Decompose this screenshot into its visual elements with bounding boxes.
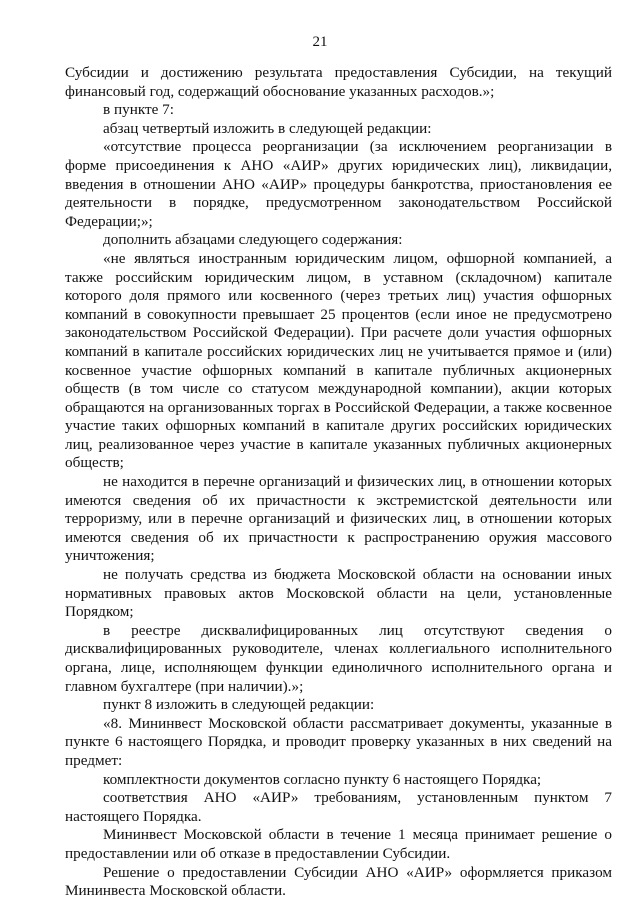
paragraph: комплектности документов согласно пункту 6 настоящего Порядка; <box>103 770 542 788</box>
page-number: 21 <box>312 34 328 50</box>
paragraph: не получать средства из бюджета Московской области на основании иных нормативных правовых актов Московской области на цели, установленные Порядком; <box>65 566 612 621</box>
paragraph: в реестре дисквалифицированных лиц отсутствуют сведения о дисквалифицированных руководителе, членах коллегиального исполнительного органа, лице, исполняющем функции единоличного исполнительного органа и главном бухгалтере (при наличии).»; <box>65 621 612 695</box>
paragraph: Субсидии и достижению результата предоставления Субсидии, на текущий финансовый год, содержащий обоснование указанных расходов.»; <box>65 64 612 100</box>
paragraph: дополнить абзацами следующего содержания: <box>103 231 403 249</box>
paragraph: «8. Мининвест Московской области рассматривает документы, указанные в пункте 6 настоящего Порядка, и проводит проверку указанных в них сведений на предмет: <box>65 714 612 769</box>
paragraph: соответствия АНО «АИР» требованиям, установленным пунктом 7 настоящего Порядка. <box>65 789 612 825</box>
paragraph: Мининвест Московской области в течение 1 месяца принимает решение о предоставлении или об отказе в предоставлении Субсидии. <box>65 826 612 862</box>
paragraph: Решение о предоставлении Субсидии АНО «АИР» оформляется приказом Мининвеста Московской области. <box>65 863 612 900</box>
paragraph: абзац четвертый изложить в следующей редакции: <box>103 119 432 137</box>
document-body <box>65 64 612 901</box>
paragraph: «отсутствие процесса реорганизации (за исключением реорганизации в форме присоединения к АНО «АИР» других юридических лиц), ликвидации, введения в отношении АНО «АИР» процедуры банкротства, приостановления ее деятельности в порядке, предусмотренном законодательством Российской Федерации;»; <box>65 138 612 230</box>
paragraph: «не являться иностранным юридическим лицом, офшорной компанией, а также российским юридическим лицом, в уставном (складочном) капитале которого доля прямого или косвенного (через третьих лиц) участия офшорных компаний в совокупности превышает 25 процентов (если иное не предусмотрено законодательством Российской Федерации). При расчете доли участия офшорных компаний в капитале российских юридических лиц не учитывается прямое и (или) косвенное участие офшорных компаний в капитале публичных акционерных обществ (в том числе со статусом международной компании), акции которых обращаются на организованных торгах в Российской Федерации, а также косвенное участие таких офшорных компаний в капитале других российских юридических лиц, реализованное через участие в капитале указанных публичных акционерных обществ; <box>65 249 612 472</box>
paragraph: в пункте 7: <box>103 101 174 119</box>
paragraph: не находится в перечне организаций и физических лиц, в отношении которых имеются сведения об их причастности к экстремистской деятельности или терроризму, или в перечне организаций и физических лиц, в отношении которых имеются сведения об их причастности к распространению оружия массового уничтожения; <box>65 473 612 565</box>
paragraph: пункт 8 изложить в следующей редакции: <box>103 696 375 714</box>
